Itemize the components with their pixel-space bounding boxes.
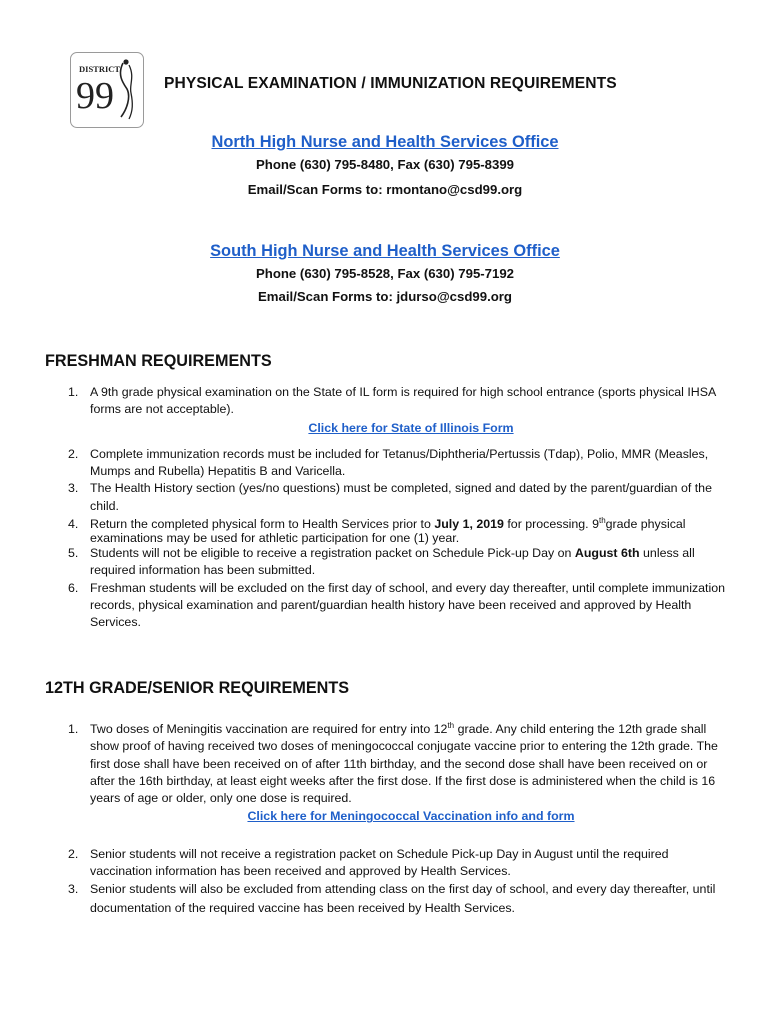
superscript: th [598, 515, 606, 525]
item-number: 3. [68, 481, 79, 496]
list-item [48, 446, 732, 481]
logo-figure-head [123, 59, 128, 64]
item-text: A 9th grade physical examination on the State of IL form is required for high school entrance (sports physical IHSA forms are not acceptable). [90, 385, 716, 417]
list-item [48, 580, 732, 632]
deadline-date: July 1, 2019 [434, 517, 504, 532]
list-item [48, 846, 732, 881]
senior-heading: 12TH GRADE/SENIOR REQUIREMENTS [45, 679, 350, 697]
item-text-a: Return the completed physical form to Health Services prior to [90, 517, 435, 532]
list-item [48, 515, 732, 545]
list-item [48, 545, 732, 580]
north-office-phone: Phone (630) 795-8480, Fax (630) 795-8399 [255, 157, 515, 172]
item-number: 1. [68, 385, 79, 399]
senior-requirements-list [48, 721, 732, 918]
list-item [48, 480, 732, 515]
freshman-heading: FRESHMAN REQUIREMENTS [45, 352, 272, 370]
item-number: 3. [68, 882, 79, 897]
south-office-phone: Phone (630) 795-8528, Fax (630) 795-7192 [255, 266, 515, 281]
district-99-logo [70, 52, 144, 128]
south-office-block [0, 240, 770, 306]
item-text-a: Students will not be eligible to receive a registration packet on Schedule Pick-up Day on [90, 546, 575, 561]
item-text-a: Two doses of Meningitis vaccination are required for entry into 12 [90, 722, 448, 736]
north-office-email: Email/Scan Forms to: rmontano@csd99.org [247, 182, 523, 197]
item-text: Senior students will also be excluded from attending class on the first day of school, and every day thereafter, until documentation of the required vaccine has been received by Health Services. [90, 882, 716, 916]
north-office-name[interactable]: North High Nurse and Health Services Office [211, 133, 559, 151]
pickup-date: August 6th [574, 546, 640, 561]
list-item [48, 384, 732, 437]
list-item [48, 721, 732, 826]
south-office-email: Email/Scan Forms to: jdurso@csd99.org [258, 289, 512, 304]
item-text-b: unless all required information has been submitted. [90, 546, 695, 578]
item-text: Complete immunization records must be included for Tetanus/Diphtheria/Pertussis (Tdap), Polio, MMR (Measles, Mumps and Rubella) Hepatitis B and Varicella. [90, 446, 709, 479]
meningococcal-info-link[interactable]: Click here for Meningococcal Vaccination info and form [247, 809, 575, 824]
item-text: Senior students will not receive a registration packet on Schedule Pick-up Day in August until the required vaccination information has been received and approved by Health Services. [90, 846, 669, 879]
item-number: 5. [68, 546, 79, 561]
logo-district-text: DISTRICT [79, 64, 121, 74]
item-text: The Health History section (yes/no questions) must be completed, signed and dated by the parent/guardian of the child. [90, 481, 712, 513]
logo-numeral: 99 [76, 75, 114, 117]
district-99-logo-graphic [71, 53, 143, 127]
item-text-c: grade physical examinations may be used for athletic participation for one (1) year. [90, 517, 686, 546]
state-of-illinois-form-link[interactable]: Click here for State of Illinois Form [308, 420, 514, 435]
freshman-requirements-list [48, 384, 732, 632]
list-item [48, 880, 732, 918]
item-number: 2. [68, 446, 79, 461]
logo-swoosh-left [120, 63, 128, 117]
page-title: PHYSICAL EXAMINATION / IMMUNIZATION REQUIREMENTS [164, 75, 617, 92]
item-number: 6. [68, 580, 79, 595]
superscript: th [447, 720, 455, 730]
south-office-name[interactable]: South High Nurse and Health Services Office [210, 242, 560, 260]
item-text-b: for processing. 9 [503, 517, 599, 532]
item-number: 1. [68, 722, 79, 736]
item-number: 4. [68, 517, 79, 532]
logo-swoosh-right [129, 65, 132, 119]
item-text: Freshman students will be excluded on the first day of school, and every day thereafter, until complete immunization records, physical examination and parent/guardian health history have been received and approved by Health Services. [90, 580, 726, 630]
item-text-b: grade. Any child entering the 12th grade shall show proof of having received two doses of meningococcal conjugate vaccine prior to entering the 12th grade. The first dose shall have been received on of after 11th birthday, and the second dose shall have been received on or after the 16th birthday, at least eight weeks after the first dose. If the first dose is administered when the child is 16 years of age or older, only one dose is required. [90, 722, 718, 806]
north-office-block [0, 131, 770, 199]
item-number: 2. [68, 846, 79, 861]
